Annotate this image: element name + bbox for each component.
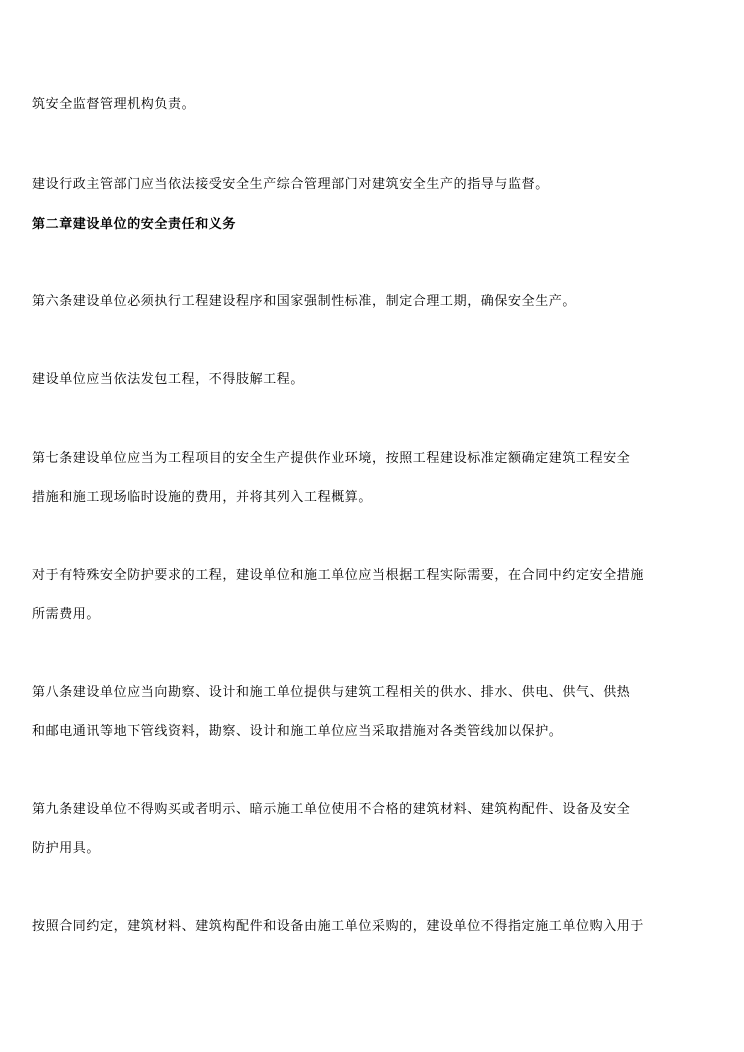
text-line: 第八条建设单位应当向勘察、设计和施工单位提供与建筑工程相关的供水、排水、供电、供气、供热	[32, 685, 631, 700]
text-line: 建设行政主管部门应当依法接受安全生产综合管理部门对建筑安全生产的指导与监督。	[32, 177, 549, 192]
text-line: 第九条建设单位不得购买或者明示、暗示施工单位使用不合格的建筑材料、建筑构配件、设备及安全	[32, 802, 631, 817]
text-line: 第六条建设单位必须执行工程建设程序和国家强制性标准，制定合理工期，确保安全生产。	[32, 294, 577, 309]
text-line: 和邮电通讯等地下管线资料，勘察、设计和施工单位应当采取措施对各类管线加以保护。	[32, 724, 563, 739]
chapter-heading: 第二章建设单位的安全责任和义务	[32, 217, 237, 232]
text-line: 措施和施工现场临时设施的费用，并将其列入工程概算。	[32, 490, 373, 505]
text-line: 防护用具。	[32, 841, 101, 856]
text-line: 建设单位应当依法发包工程，不得肢解工程。	[32, 372, 305, 387]
text-line: 筑安全监督管理机构负责。	[32, 97, 196, 112]
text-line: 所需费用。	[32, 607, 101, 622]
text-line: 第七条建设单位应当为工程项目的安全生产提供作业环境，按照工程建设标准定额确定建筑工程安全	[32, 451, 631, 466]
text-line: 对于有特殊安全防护要求的工程，建设单位和施工单位应当根据工程实际需要，在合同中约定安全措施	[32, 568, 645, 583]
text-line: 按照合同约定，建筑材料、建筑构配件和设备由施工单位采购的，建设单位不得指定施工单位购入用于	[32, 919, 645, 934]
